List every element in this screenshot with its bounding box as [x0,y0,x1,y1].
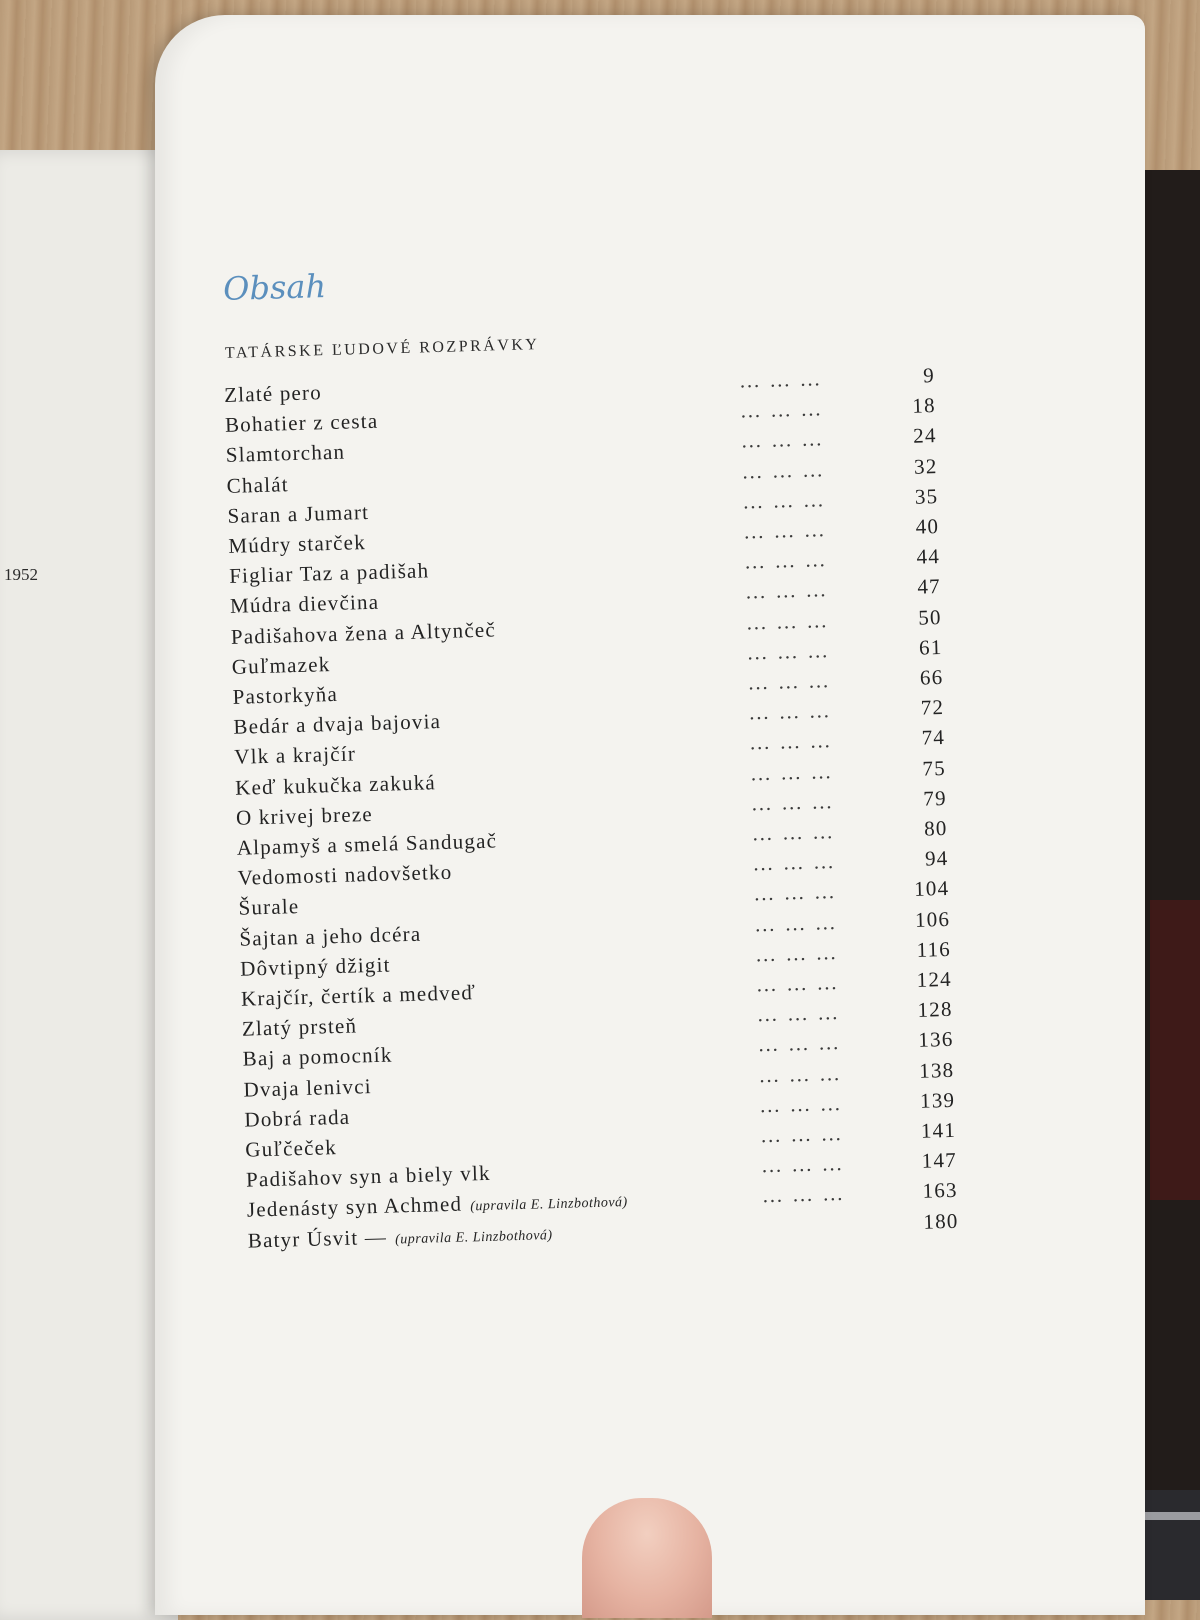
toc-entry-page-number: 141 [920,1117,957,1143]
toc-entry-leader-dots: … … … [757,1030,842,1057]
toc-entry-title: Dvaja lenivci [243,1073,373,1102]
left-page-year: 1952 [4,565,38,584]
page-title: Obsah [222,267,327,308]
thumb [582,1498,712,1618]
toc-entry-leader-dots: … … … [758,1090,844,1118]
toc-entry-leader-dots: … … … [747,698,833,725]
toc-entry-title: Múdra dievčina [229,590,380,619]
toc-entry-page-number: 147 [921,1147,958,1173]
toc-entry-title: Krajčír, čertík a medveď [240,980,477,1011]
toc-entry-title: Vlk a krajčír [233,741,357,770]
toc-entry-page-number: 50 [917,604,942,630]
toc-entry-title: Saran a Jumart [227,499,370,528]
toc-entry-leader-dots: … … … [744,577,829,604]
toc-entry-title: Alpamyš a smelá Sandugač [236,828,498,860]
toc-entry-page-number: 163 [922,1178,959,1204]
toc-entry-page-number: 24 [912,423,937,449]
toc-entry-title: Keď kukučka zakuká [234,769,437,800]
toc-entry-page-number: 128 [917,997,953,1023]
toc-entry-title: Pastorkyňa [232,681,339,709]
toc-entry-title: Slamtorchan [225,439,346,468]
toc-entry-leader-dots: … … … [755,969,840,997]
toc-entry-title: Zlatý prsteň [241,1013,358,1041]
toc-entry-page-number: 136 [918,1027,954,1053]
toc-entry-page-number: 180 [923,1208,959,1234]
toc-entry-note: (upravila E. Linzbothová) [470,1195,628,1215]
toc-entry-leader-dots: … … … [753,909,838,936]
toc-entry-leader-dots: … … … [746,637,831,665]
toc-entry-page-number: 104 [913,876,950,902]
toc-entry-page-number: 35 [914,483,939,509]
toc-entry-leader-dots: … … … [739,396,824,423]
toc-entry-page-number: 75 [922,755,947,781]
toc-entry-leader-dots: … … … [743,547,828,574]
toc-entry-title: Padišahov syn a biely vlk [245,1160,492,1192]
toc-entry-page-number: 139 [919,1087,956,1113]
toc-entry-page-number: 74 [921,725,946,750]
toc-entry-page-number: 79 [922,785,948,811]
toc-entry-title: Bohatier z cesta [224,408,379,438]
toc-entry-title: Jedenásty syn Achmed (upravila E. Linzbothová) [246,1192,628,1223]
toc-entry-title: Šurale [238,894,300,921]
toc-entry-page-number: 66 [919,664,944,690]
toc-entry-page-number: 32 [913,453,938,479]
toc-entry-leader-dots: … … … [752,879,838,906]
toc-entry-leader-dots: … … … [742,517,828,544]
book-cover-edge-detail [1150,900,1200,1200]
toc-entry-title: Dobrá rada [244,1104,351,1132]
toc-entry-title: Baj a pomocník [242,1042,393,1072]
toc-entry-leader-dots: … … … [761,1181,846,1208]
toc-entry-leader-dots: … … … [742,486,827,514]
toc-entry-leader-dots: … … … [740,426,825,453]
toc-entry-leader-dots: … … … [760,1151,845,1178]
toc-entry-leader-dots: … … … [758,1060,843,1087]
toc-entry-leader-dots: … … … [741,456,826,484]
toc-entry-title: Dôvtipný džigit [239,952,391,981]
toc-entry-title: Padišahova žena a Altynčeč [230,617,497,649]
toc-entry-page-number: 116 [916,936,952,962]
toc-entry-page-number: 72 [920,695,945,720]
toc-entry-page-number: 80 [923,815,948,841]
toc-entry-title: Chalát [226,471,290,498]
toc-entry-title: O krivej breze [235,801,374,830]
toc-entry-leader-dots: … … … [747,668,832,695]
toc-entry-title: Batyr Úsvit — (upravila E. Linzbothová) [247,1224,553,1253]
toc-entry-title: Figliar Taz a padišah [228,558,430,589]
toc-entry-title: Vedomosti nadovšetko [237,859,453,890]
toc-entry-page-number: 138 [918,1057,955,1083]
toc-entry-page-number: 44 [916,544,941,569]
toc-entry-leader-dots: … … … [749,758,834,785]
toc-entry-leader-dots: … … … [752,849,837,876]
toc-entry-page-number: 40 [915,514,940,539]
toc-entry-leader-dots: … … … [756,1000,841,1027]
toc-entry-page-number: 124 [916,966,953,992]
toc-entry-title: Guľčeček [244,1135,338,1162]
toc-entry-page-number: 61 [918,634,943,660]
toc-entry-leader-dots: … … … [738,366,823,393]
toc-entry-title: Múdry starček [228,530,367,558]
toc-entry-leader-dots: … … … [748,728,833,755]
toc-entry-leader-dots: … … … [759,1120,844,1148]
toc-entry-page-number: 18 [912,393,937,418]
toc-entry-title: Šajtan a jeho dcéra [239,921,422,951]
toc-entry-title: Bedár a dvaja bajovia [233,709,442,739]
toc-entry-leader-dots: … … … [751,819,836,846]
section-heading: TATÁRSKE ĽUDOVÉ ROZPRÁVKY [224,336,540,362]
table-of-contents [220,224,991,1374]
toc-entry-page-number: 9 [922,363,936,388]
toc-entry-note: (upravila E. Linzbothová) [394,1227,553,1248]
left-page [0,150,178,1620]
toc-entry-page-number: 94 [924,846,949,871]
toc-entry-leader-dots: … … … [754,939,839,967]
toc-entry-title: Zlaté pero [223,380,323,407]
toc-entry-page-number: 47 [917,574,942,600]
toc-entry-title: Guľmazek [231,651,331,679]
toc-entry-leader-dots: … … … [750,788,835,816]
toc-entry-page-number: 106 [914,906,951,932]
toc-entry-leader-dots: … … … [745,607,830,635]
